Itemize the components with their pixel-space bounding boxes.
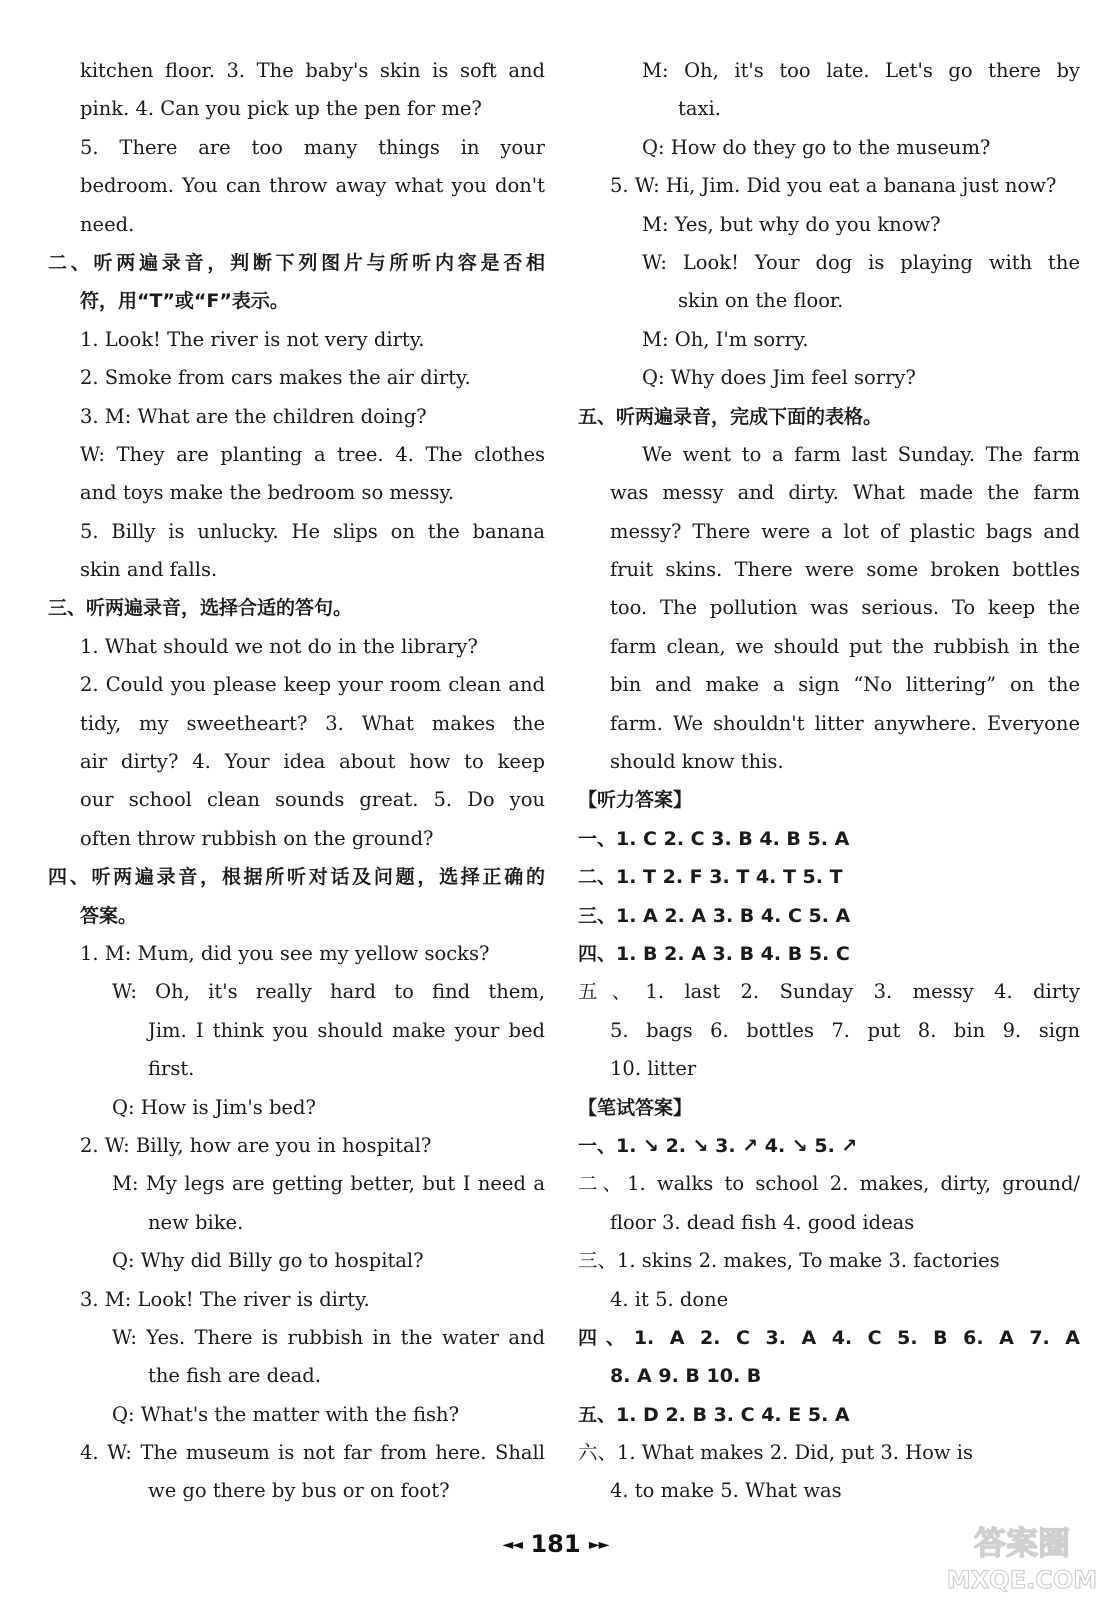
text-line: taxi. [678, 97, 721, 121]
text-line: 五、1. last 2. Sunday 3. messy 4. dirty [578, 980, 1080, 1004]
section-heading: 三、听两遍录音，选择合适的答句。 [48, 597, 353, 620]
text-line: farm clean, we should put the rubbish in the [610, 634, 1080, 658]
text-line: skin and falls. [80, 558, 218, 582]
text-line: 四、1. B 2. A 3. B 4. B 5. C [578, 942, 850, 965]
text-line: 4. it 5. done [610, 1287, 729, 1311]
text-line: should know this. [610, 750, 784, 774]
text-line: was messy and dirty. What made the farm [610, 481, 1080, 505]
text-line: Jim. I think you should make your bed [148, 1018, 545, 1042]
text-line: W: They are planting a tree. 4. The clothes [80, 442, 545, 466]
text-line: W: Look! Your dog is playing with the [642, 250, 1080, 274]
section-heading: 答案。 [80, 904, 138, 927]
text-line: 2. W: Billy, how are you in hospital? [80, 1133, 432, 1157]
text-line: 2. Smoke from cars makes the air dirty. [80, 366, 471, 390]
text-line: 4. W: The museum is not far from here. Shall [80, 1441, 545, 1465]
text-line: skin on the floor. [678, 289, 844, 313]
text-line: 5. W: Hi, Jim. Did you eat a banana just now? [610, 174, 1057, 198]
text-line: bin and make a sign “No littering” on the [610, 673, 1080, 697]
text-line: 二、1. walks to school 2. makes, dirty, ground/ [578, 1172, 1080, 1196]
text-line: W: Yes. There is rubbish in the water and [112, 1325, 545, 1349]
text-line: fruit skins. There were some broken bottles [610, 558, 1080, 582]
text-line: 三、1. skins 2. makes, To make 3. factories [578, 1249, 1000, 1273]
text-line: tidy, my sweetheart? 3. What makes the [80, 711, 545, 735]
section-heading: 二、听两遍录音，判断下列图片与所听内容是否相 [48, 251, 545, 274]
prev-arrows-icon: ◄◄ [502, 1537, 523, 1553]
text-line: our school clean sounds great. 5. Do you [80, 788, 545, 812]
section-heading: 【笔试答案】 [578, 1096, 693, 1119]
text-line: floor 3. dead fish 4. good ideas [610, 1210, 915, 1234]
text-line: 5. bags 6. bottles 7. put 8. bin 9. sign [610, 1018, 1080, 1042]
text-line: 10. litter [610, 1057, 697, 1081]
text-line: kitchen floor. 3. The baby's skin is soft and [80, 59, 545, 82]
text-line: 3. M: Look! The river is dirty. [80, 1287, 370, 1311]
text-line: need. [80, 212, 135, 236]
text-line: 8. A 9. B 10. B [610, 1365, 762, 1388]
page-number: 181 [530, 1530, 581, 1558]
text-line: 4. to make 5. What was [610, 1479, 842, 1503]
section-heading: 【听力答案】 [578, 789, 693, 812]
text-line: 5. Billy is unlucky. He slips on the banana [80, 519, 545, 543]
text-line: Q: Why does Jim feel sorry? [642, 366, 916, 390]
left-column [48, 52, 545, 1511]
text-line: we go there by bus or on foot? [148, 1479, 450, 1503]
text-line: bedroom. You can throw away what you don't [80, 174, 545, 198]
section-heading: 四、听两遍录音，根据所听对话及问题，选择正确的 [48, 866, 545, 889]
text-line: air dirty? 4. Your idea about how to keep [80, 750, 545, 774]
text-line: M: Oh, it's too late. Let's go there by [642, 59, 1080, 82]
text-line: M: Yes, but why do you know? [642, 212, 941, 236]
section-heading: 符，用“T”或“F”表示。 [80, 290, 289, 313]
next-arrows-icon: ►► [588, 1537, 609, 1553]
text-line: often throw rubbish on the ground? [80, 826, 434, 850]
text-line: farm. We shouldn't litter anywhere. Everyone [610, 711, 1080, 735]
text-line: 一、1. ↘ 2. ↘ 3. ↗ 4. ↘ 5. ↗ [578, 1134, 858, 1157]
text-line: 六、1. What makes 2. Did, put 3. How is [578, 1441, 974, 1465]
text-line: 5. There are too many things in your [80, 135, 545, 159]
text-line: We went to a farm last Sunday. The farm [642, 442, 1080, 466]
text-line: 四、1. A 2. C 3. A 4. C 5. B 6. A 7. A [578, 1326, 1080, 1349]
watermark-logo [947, 1518, 1097, 1596]
text-line: 1. Look! The river is not very dirty. [80, 327, 425, 351]
text-line: messy? There were a lot of plastic bags and [610, 519, 1080, 543]
watermark-bottom-text: MXQE.COM [947, 1566, 1097, 1594]
text-line: 二、1. T 2. F 3. T 4. T 5. T [578, 866, 843, 889]
text-line: Q: How is Jim's bed? [112, 1095, 316, 1119]
text-line: Q: How do they go to the museum? [642, 135, 991, 159]
text-line: and toys make the bedroom so messy. [80, 481, 455, 505]
text-line: pink. 4. Can you pick up the pen for me? [80, 97, 482, 121]
text-line: first. [148, 1057, 195, 1081]
text-line: 3. M: What are the children doing? [80, 404, 427, 428]
text-line: Q: Why did Billy go to hospital? [112, 1249, 424, 1273]
text-line: 1. M: Mum, did you see my yellow socks? [80, 941, 490, 965]
watermark-top-text: 答案圈 [973, 1524, 1071, 1562]
text-line: M: My legs are getting better, but I need a [112, 1172, 545, 1196]
section-heading: 五、听两遍录音，完成下面的表格。 [578, 405, 883, 428]
text-line: 2. Could you please keep your room clean and [80, 673, 545, 697]
page-footer [0, 1530, 1111, 1558]
right-column [578, 52, 1080, 1511]
text-line: 一、1. C 2. C 3. B 4. B 5. A [578, 827, 850, 850]
text-line: Q: What's the matter with the fish? [112, 1402, 460, 1426]
text-line: the fish are dead. [148, 1364, 321, 1388]
text-line: 五、1. D 2. B 3. C 4. E 5. A [578, 1403, 850, 1426]
text-line: new bike. [148, 1210, 244, 1234]
text-line: 三、1. A 2. A 3. B 4. C 5. A [578, 904, 851, 927]
text-line: W: Oh, it's really hard to find them, [112, 980, 545, 1004]
text-line: too. The pollution was serious. To keep the [610, 596, 1080, 620]
text-line: M: Oh, I'm sorry. [642, 327, 809, 351]
text-line: 1. What should we not do in the library? [80, 634, 478, 658]
